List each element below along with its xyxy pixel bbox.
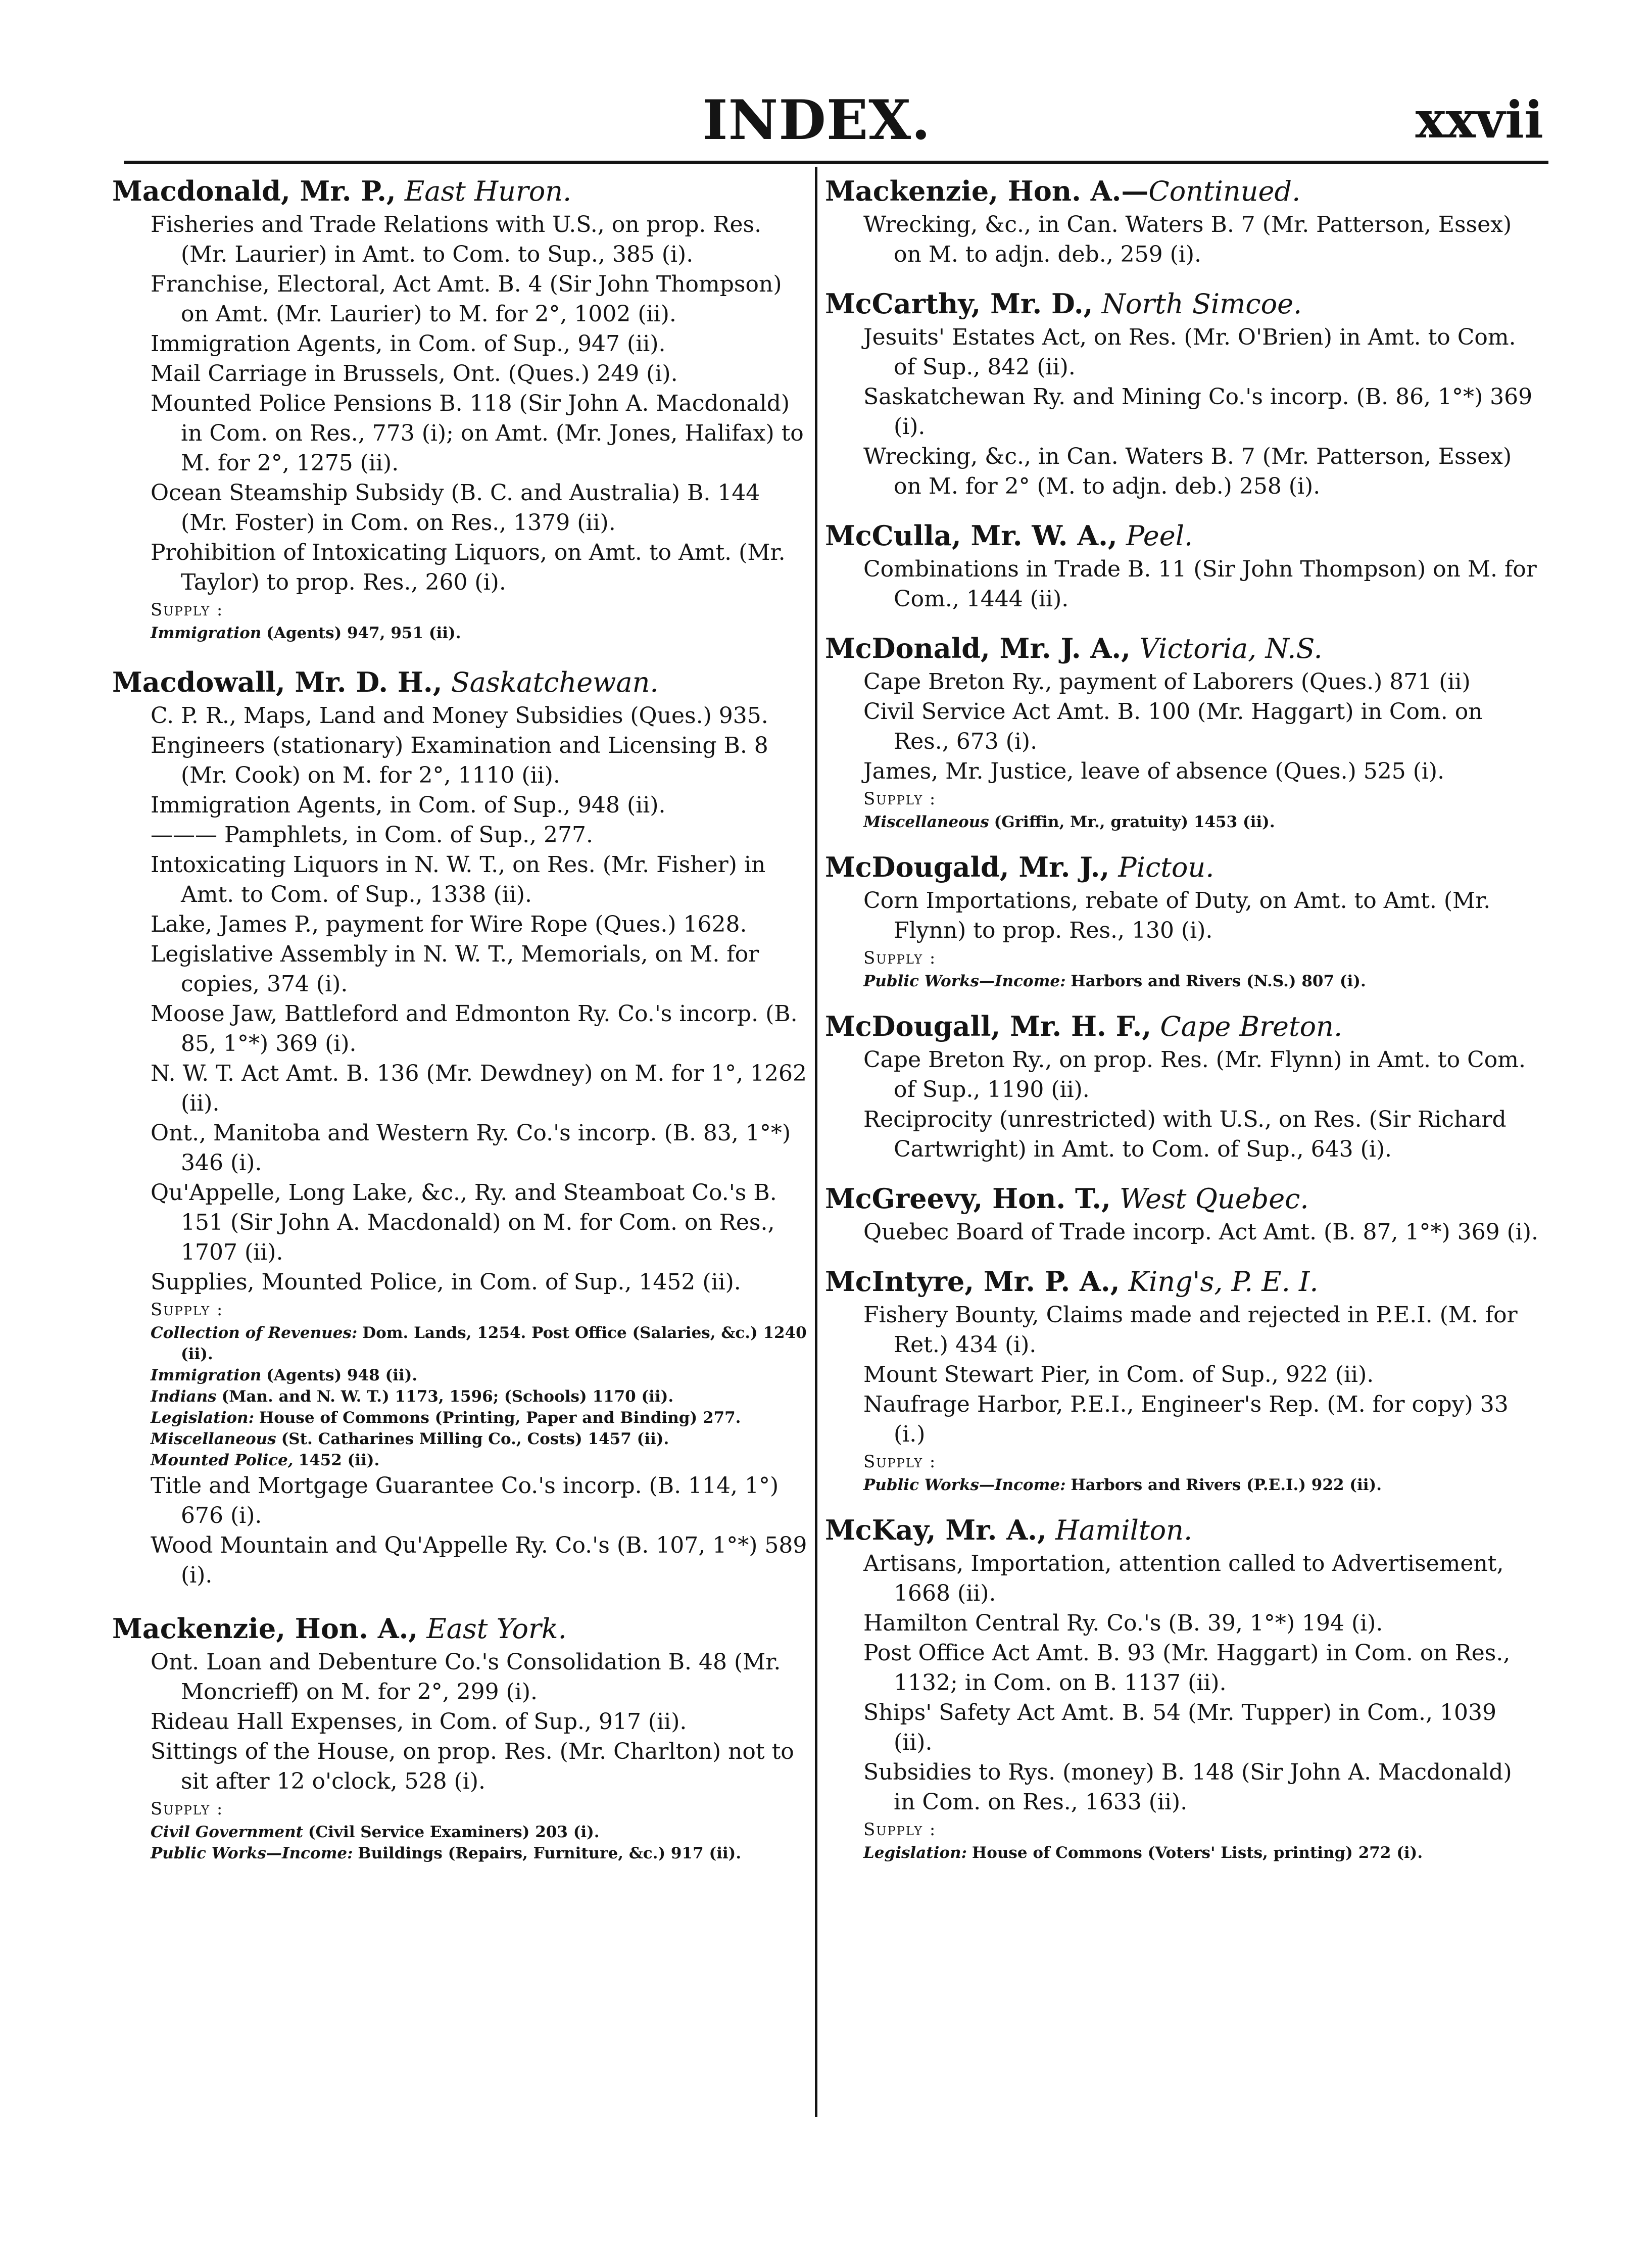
- supply-heading: Supply :: [863, 948, 937, 968]
- member-name: McGreevy, Hon. T.,: [825, 1182, 1111, 1215]
- entry-reference: Legislative Assembly in N. W. T., Memorials, on M. for copies, 374 (i).: [151, 941, 759, 997]
- supply-category: Indians: [151, 1387, 217, 1406]
- supply-category: Legislation:: [863, 1844, 967, 1862]
- entry-reference: Mount Stewart Pier, in Com. of Sup., 922 (ii).: [863, 1362, 1374, 1387]
- constituency: Victoria, N.S.: [1139, 633, 1323, 664]
- entry-heading: [825, 285, 1538, 322]
- constituency: Hamilton.: [1055, 1514, 1193, 1546]
- supply-category: Immigration: [151, 1366, 262, 1384]
- supply-category: Miscellaneous: [151, 1430, 276, 1448]
- member-name: McCulla, Mr. W. A.,: [825, 519, 1117, 552]
- entry-reference: Post Office Act Amt. B. 93 (Mr. Haggart) in Com. on Res., 1132; in Com. on B. 1137 (ii).: [863, 1640, 1511, 1696]
- constituency: Saskatchewan.: [451, 666, 659, 698]
- constituency: West Quebec.: [1120, 1183, 1309, 1215]
- entry-reference: Ont. Loan and Debenture Co.'s Consolidation B. 48 (Mr. Moncrieff) on M. for 2°, 299 (i).: [151, 1649, 781, 1705]
- supply-detail: Buildings (Repairs, Furniture, &c.) 917 (ii).: [358, 1844, 742, 1862]
- supply-heading: Supply :: [863, 1452, 937, 1472]
- supply-detail: (Agents) 947, 951 (ii).: [266, 624, 461, 642]
- supply-heading: Supply :: [863, 789, 937, 809]
- entry-reference: Title and Mortgage Guarantee Co.'s incorp. (B. 114, 1°) 676 (i).: [151, 1473, 779, 1528]
- entry-heading: [825, 1512, 1538, 1549]
- supply-item: [825, 1842, 1538, 1863]
- entry-reference: Franchise, Electoral, Act Amt. B. 4 (Sir John Thompson) on Amt. (Mr. Laurier) to M. for 2°, 1002 (ii).: [151, 271, 782, 327]
- supply-detail: House of Commons (Voters' Lists, printing) 272 (i).: [971, 1844, 1423, 1862]
- index-entry: [825, 1180, 1538, 1247]
- supply-category: Public Works—Income:: [863, 972, 1066, 990]
- entry-reference: ——— Pamphlets, in Com. of Sup., 277.: [151, 822, 594, 848]
- supply-category: Civil Government: [151, 1823, 303, 1841]
- constituency: King's, P. E. I.: [1128, 1266, 1319, 1298]
- index-entry: [825, 630, 1538, 833]
- index-entry: [112, 1610, 812, 1864]
- supply-category: Immigration: [151, 624, 262, 642]
- entry-heading: [825, 630, 1538, 667]
- supply-item: [112, 1322, 812, 1365]
- supply-heading: Supply :: [151, 1300, 224, 1320]
- header-rule: [124, 161, 1548, 164]
- supply-item: [112, 1407, 812, 1428]
- right-column: [825, 173, 1538, 1863]
- supply-item: [112, 1450, 812, 1471]
- constituency: Cape Breton.: [1160, 1011, 1343, 1042]
- entry-reference: Fisheries and Trade Relations with U.S., on prop. Res. (Mr. Laurier) in Amt. to Com. to Sup., 385 (i).: [151, 212, 762, 267]
- supply-detail: Dom. Lands, 1254. Post Office (Salaries, &c.) 1240 (ii).: [181, 1324, 807, 1363]
- index-entry: [825, 285, 1538, 501]
- member-name: Mackenzie, Hon. A.—: [825, 175, 1149, 207]
- entry-reference: Cape Breton Ry., payment of Laborers (Ques.) 871 (ii): [863, 669, 1471, 695]
- index-entry: [112, 173, 812, 644]
- entry-heading: [825, 517, 1538, 554]
- entry-reference: Wrecking, &c., in Can. Waters B. 7 (Mr. Patterson, Essex) on M. to adjn. deb., 259 (i).: [863, 212, 1512, 267]
- constituency: Peel.: [1126, 520, 1193, 552]
- entry-reference: Sittings of the House, on prop. Res. (Mr. Charlton) not to sit after 12 o'clock, 528 (i).: [151, 1739, 794, 1794]
- supply-item: [825, 811, 1538, 833]
- entry-reference: N. W. T. Act Amt. B. 136 (Mr. Dewdney) on M. for 1°, 1262 (ii).: [151, 1061, 807, 1116]
- entry-reference: C. P. R., Maps, Land and Money Subsidies (Ques.) 935.: [151, 703, 768, 729]
- supply-category: Collection of Revenues:: [151, 1324, 358, 1342]
- entry-reference: Corn Importations, rebate of Duty, on Amt. to Amt. (Mr. Flynn) to prop. Res., 130 (i).: [863, 888, 1491, 943]
- supply-heading: Supply :: [863, 1819, 937, 1840]
- index-entry: [825, 849, 1538, 992]
- entry-reference: Immigration Agents, in Com. of Sup., 948 (ii).: [151, 792, 666, 818]
- column-divider: [815, 167, 817, 2117]
- entry-reference: Mail Carriage in Brussels, Ont. (Ques.) 249 (i).: [151, 361, 678, 387]
- member-name: Mackenzie, Hon. A.,: [112, 1612, 418, 1645]
- entry-reference: James, Mr. Justice, leave of absence (Ques.) 525 (i).: [863, 758, 1445, 784]
- entry-reference: Artisans, Importation, attention called to Advertisement, 1668 (ii).: [863, 1551, 1504, 1606]
- supply-detail: (Agents) 948 (ii).: [266, 1366, 418, 1384]
- member-name: McDougall, Mr. H. F.,: [825, 1010, 1152, 1042]
- entry-reference: Ocean Steamship Subsidy (B. C. and Australia) B. 144 (Mr. Foster) in Com. on Res., 1379 (ii).: [151, 480, 760, 536]
- supply-detail: Harbors and Rivers (N.S.) 807 (i).: [1071, 972, 1366, 990]
- entry-reference: Wrecking, &c., in Can. Waters B. 7 (Mr. Patterson, Essex) on M. for 2° (M. to adjn. deb.) 258 (i).: [863, 444, 1512, 499]
- entry-reference: Wood Mountain and Qu'Appelle Ry. Co.'s (B. 107, 1°*) 589 (i).: [151, 1532, 807, 1588]
- constituency: Pictou.: [1118, 851, 1214, 883]
- supply-detail: House of Commons (Printing, Paper and Binding) 277.: [259, 1409, 741, 1427]
- entry-reference: Mounted Police Pensions B. 118 (Sir John A. Macdonald) in Com. on Res., 773 (i); on Amt. (Mr. Jones, Halifax) to M. for 2°, 1275 (ii).: [151, 391, 804, 476]
- entry-reference: Quebec Board of Trade incorp. Act Amt. (B. 87, 1°*) 369 (i).: [863, 1219, 1538, 1245]
- entry-reference: Reciprocity (unrestricted) with U.S., on Res. (Sir Richard Cartwright) in Amt. to Com. of Sup., 643 (i).: [863, 1107, 1507, 1162]
- supply-detail: Harbors and Rivers (P.E.I.) 922 (ii).: [1071, 1476, 1382, 1494]
- supply-detail: (Man. and N. W. T.) 1173, 1596; (Schools) 1170 (ii).: [221, 1387, 674, 1406]
- supply-category: Public Works—Income:: [151, 1844, 353, 1862]
- entry-reference: Engineers (stationary) Examination and Licensing B. 8 (Mr. Cook) on M. for 2°, 1110 (ii).: [151, 733, 768, 788]
- entry-reference: Civil Service Act Amt. B. 100 (Mr. Haggart) in Com. on Res., 673 (i).: [863, 699, 1483, 754]
- supply-category: Public Works—Income:: [863, 1476, 1066, 1494]
- entry-reference: Naufrage Harbor, P.E.I., Engineer's Rep. (M. for copy) 33 (i.): [863, 1392, 1509, 1447]
- entry-heading: [825, 1180, 1538, 1217]
- entry-heading: [112, 1610, 812, 1647]
- supply-item: [112, 1365, 812, 1386]
- index-entry: [825, 517, 1538, 614]
- index-entry: [825, 173, 1538, 269]
- entry-heading: [825, 1263, 1538, 1300]
- entry-reference: Immigration Agents, in Com. of Sup., 947 (ii).: [151, 331, 666, 357]
- supply-item: [112, 1386, 812, 1407]
- supply-detail: 1452 (ii).: [298, 1451, 380, 1469]
- supply-item: [825, 1474, 1538, 1496]
- index-entry: [825, 1008, 1538, 1164]
- entry-reference: Ships' Safety Act Amt. B. 54 (Mr. Tupper) in Com., 1039 (ii).: [863, 1700, 1496, 1755]
- supply-heading: Supply :: [151, 1799, 224, 1819]
- supply-item: [112, 1843, 812, 1864]
- member-name: McDonald, Mr. J. A.,: [825, 632, 1131, 664]
- constituency: East Huron.: [404, 175, 572, 207]
- supply-detail: (St. Catharines Milling Co., Costs) 1457 (ii).: [281, 1430, 669, 1448]
- entry-reference: Jesuits' Estates Act, on Res. (Mr. O'Brien) in Amt. to Com. of Sup., 842 (ii).: [863, 324, 1516, 380]
- entry-reference: Ont., Manitoba and Western Ry. Co.'s incorp. (B. 83, 1°*) 346 (i).: [151, 1120, 791, 1176]
- member-name: McKay, Mr. A.,: [825, 1514, 1047, 1546]
- supply-detail: (Griffin, Mr., gratuity) 1453 (ii).: [994, 813, 1275, 831]
- entry-reference: Fishery Bounty, Claims made and rejected in P.E.I. (M. for Ret.) 434 (i).: [863, 1302, 1518, 1358]
- supply-item: [112, 1428, 812, 1450]
- supply-item: [112, 622, 812, 644]
- entry-reference: Rideau Hall Expenses, in Com. of Sup., 917 (ii).: [151, 1709, 687, 1735]
- supply-category: Legislation:: [151, 1409, 255, 1427]
- entry-reference: Cape Breton Ry., on prop. Res. (Mr. Flynn) in Amt. to Com. of Sup., 1190 (ii).: [863, 1047, 1526, 1103]
- entry-reference: Combinations in Trade B. 11 (Sir John Thompson) on M. for Com., 1444 (ii).: [863, 556, 1537, 612]
- member-name: McCarthy, Mr. D.,: [825, 288, 1093, 320]
- member-name: McIntyre, Mr. P. A.,: [825, 1265, 1120, 1298]
- page-title: INDEX.: [702, 88, 931, 152]
- entry-heading: [825, 173, 1538, 210]
- supply-heading: Supply :: [151, 600, 224, 620]
- constituency: North Simcoe.: [1101, 288, 1302, 320]
- constituency: East York.: [426, 1613, 567, 1645]
- supply-category: Mounted Police,: [151, 1451, 294, 1469]
- index-entry: [112, 664, 812, 1590]
- supply-item: [825, 971, 1538, 992]
- entry-reference: Saskatchewan Ry. and Mining Co.'s incorp. (B. 86, 1°*) 369 (i).: [863, 384, 1533, 440]
- entry-reference: Lake, James P., payment for Wire Rope (Ques.) 1628.: [151, 912, 747, 937]
- member-name: McDougald, Mr. J.,: [825, 851, 1110, 883]
- entry-reference: Intoxicating Liquors in N. W. T., on Res. (Mr. Fisher) in Amt. to Com. of Sup., 1338 (ii).: [151, 852, 766, 907]
- entry-reference: Subsidies to Rys. (money) B. 148 (Sir John A. Macdonald) in Com. on Res., 1633 (ii).: [863, 1759, 1512, 1815]
- entry-reference: Qu'Appelle, Long Lake, &c., Ry. and Steamboat Co.'s B. 151 (Sir John A. Macdonald) on M. for Com. on Res., 1707 (ii).: [151, 1180, 777, 1265]
- entry-heading: [825, 1008, 1538, 1045]
- entry-reference: Moose Jaw, Battleford and Edmonton Ry. Co.'s incorp. (B. 85, 1°*) 369 (i).: [151, 1001, 798, 1057]
- page-number: xxvii: [1415, 90, 1543, 150]
- entry-reference: Supplies, Mounted Police, in Com. of Sup., 1452 (ii).: [151, 1269, 741, 1295]
- member-name: Macdowall, Mr. D. H.,: [112, 666, 443, 698]
- index-entry: [825, 1263, 1538, 1496]
- member-name: Macdonald, Mr. P.,: [112, 175, 396, 207]
- continued-label: Continued.: [1148, 175, 1301, 207]
- entry-heading: [112, 664, 812, 701]
- entry-reference: Prohibition of Intoxicating Liquors, on Amt. to Amt. (Mr. Taylor) to prop. Res., 260 (i).: [151, 540, 786, 595]
- supply-detail: (Civil Service Examiners) 203 (i).: [308, 1823, 600, 1841]
- entry-heading: [112, 173, 812, 210]
- entry-reference: Hamilton Central Ry. Co.'s (B. 39, 1°*) 194 (i).: [863, 1610, 1383, 1636]
- supply-item: [112, 1822, 812, 1843]
- index-entry: [825, 1512, 1538, 1863]
- left-column: [112, 173, 812, 1864]
- supply-category: Miscellaneous: [863, 813, 989, 831]
- entry-heading: [825, 849, 1538, 886]
